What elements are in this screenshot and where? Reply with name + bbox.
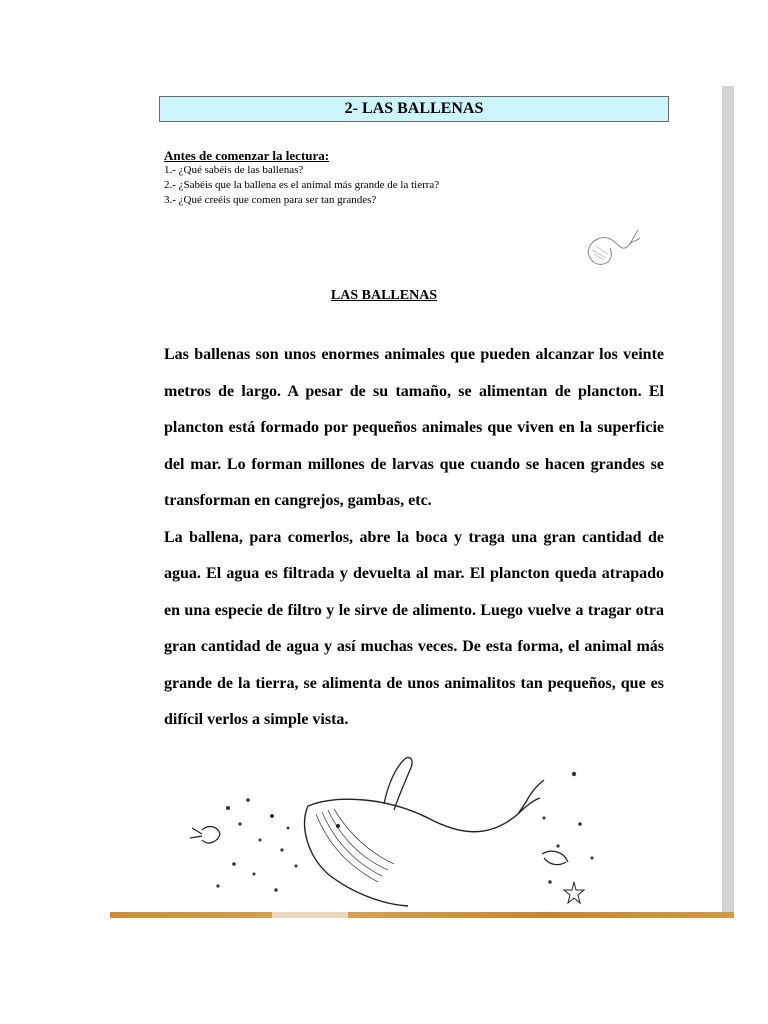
document-title: 2- LAS BALLENAS: [159, 96, 669, 122]
section-title: LAS BALLENAS: [330, 288, 438, 303]
pre-reading-question: 2.- ¿Sabéis que la ballena es el animal más grande de la tierra?: [164, 179, 440, 191]
reading-text: [164, 337, 664, 739]
whale-and-plankton-illustration: [188, 754, 608, 914]
pre-reading-heading: Antes de comenzar la lectura:: [164, 148, 330, 163]
pre-reading-question: 1.- ¿Qué sabéis de las ballenas?: [164, 164, 304, 176]
pre-reading-question: 3.- ¿Qué creéis que comen para ser tan grandes?: [164, 194, 377, 206]
small-whale-icon: [582, 222, 642, 272]
paragraph: Las ballenas son unos enormes animales que pueden alcanzar los veinte metros de largo. A pesar de su tamaño, se alimentan de plancton. El plancton está formado por pequeños animales que viven en la superficie del mar. Lo forman millones de larvas que cuando se hacen grandes se transforman en cangrejos, gambas, etc.: [164, 346, 664, 509]
paragraph: La ballena, para comerlos, abre la boca y traga una gran cantidad de agua. El agua es filtrada y devuelta al mar. El plancton queda atrapado en una especie de filtro y le sirve de alimento. Luego vuelve a tragar otra gran cantidad de agua y así muchas veces. De esta forma, el animal más grande de la tierra, se alimenta de unos animalitos tan pequeños, que es difícil verlos a simple vista.: [164, 528, 664, 728]
page-shadow: [722, 86, 734, 916]
pre-reading-section: [164, 148, 624, 208]
